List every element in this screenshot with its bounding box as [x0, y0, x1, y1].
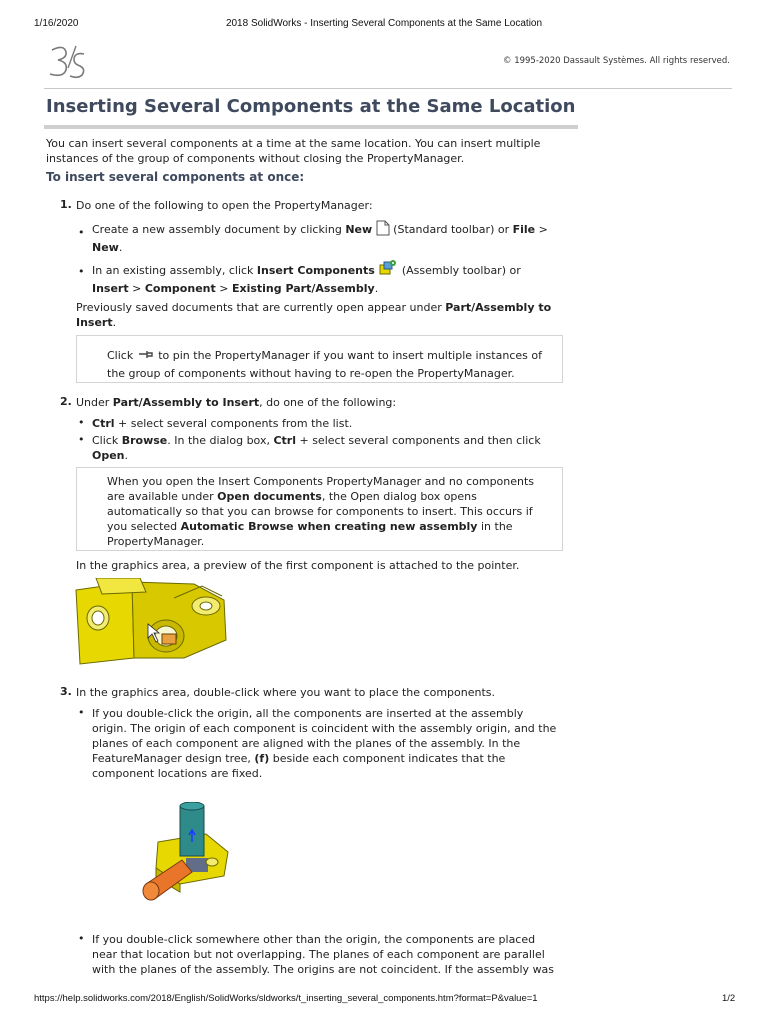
insert-menu: Insert [92, 282, 129, 295]
list-item: In an existing assembly, click Insert Components (Assembly toolbar) or Insert > Component > Existing Part/Assembly. [92, 259, 582, 296]
step-number: 1. [60, 198, 72, 211]
bullet: • [78, 416, 85, 429]
component-preview-image [74, 578, 232, 666]
intro-line: instances of the group of components without closing the PropertyManager. [46, 152, 465, 165]
bullet: • [78, 706, 85, 719]
open-button-label: Open [92, 449, 125, 462]
assembly-origin-image [136, 802, 232, 906]
title-underline [44, 125, 578, 129]
bullet: • [78, 226, 85, 239]
new-document-icon[interactable] [376, 220, 390, 240]
print-url: https://help.solidworks.com/2018/English/SolidWorks/sldworks/t_inserting_several_components.htm?format=P&value=1 [34, 993, 538, 1004]
subheading: To insert several components at once: [46, 170, 305, 184]
intro-line: You can insert several components at a time at the same location. You can insert multiple [46, 137, 541, 150]
component-menu: Component [144, 282, 216, 295]
list-item: If you double-click somewhere other than the origin, the components are placed near that location but not overlapping. The planes of each component are parallel with the planes of the assembly. The origins are not coincident. If the assembly was [92, 933, 555, 976]
list-item: Create a new assembly document by clicking New (Standard toolbar) or File > New. [92, 220, 582, 255]
page-title: Inserting Several Components at the Same Location [46, 96, 576, 117]
new-menu: New [92, 241, 119, 254]
file-menu: File [512, 223, 536, 236]
note-box: When you open the Insert Components PropertyManager and no components are available under Open documents, the Open dialog box opens automatically so that you can browse for components to insert. This occurs if you selected Automatic Browse when creating new assembly in the PropertyManager. [76, 467, 563, 551]
pin-icon[interactable] [137, 350, 155, 366]
insert-components-icon[interactable] [378, 259, 398, 281]
note-box: Click to pin the PropertyManager if you want to insert multiple instances of the group of components without having to re-open the PropertyManager. [76, 335, 563, 383]
browse-button-label: Browse [121, 434, 168, 447]
new-command: New [345, 223, 373, 236]
print-date: 1/16/2020 [34, 18, 79, 29]
step-text: Under Part/Assembly to Insert, do one of the following: [76, 396, 397, 409]
copyright: © 1995-2020 Dassault Systèmes. All rights reserved. [503, 56, 730, 66]
existing-part-menu: Existing Part/Assembly [231, 282, 375, 295]
header-divider [44, 88, 732, 89]
bullet: • [78, 932, 85, 945]
info-paragraph: Previously saved documents that are currently open appear under Part/Assembly to Insert. [76, 301, 552, 329]
ds-logo [46, 42, 88, 82]
intro-paragraph [46, 136, 586, 166]
list-item: If you double-click the origin, all the components are inserted at the assembly origin. The origin of each component is coincident with the assembly origin, and the planes of each component are aligned with the planes of the assembly. In the FeatureManager design tree, (f) beside each component indicates that the component locations are fixed. [92, 707, 557, 780]
page-number: 1/2 [722, 993, 736, 1004]
step-number: 2. [60, 395, 72, 408]
list-item: Ctrl + select several components from the list. [92, 417, 353, 430]
insert-components-command: Insert Components [256, 264, 375, 277]
step-text: In the graphics area, double-click where you want to place the components. [76, 686, 495, 699]
step-number: 3. [60, 685, 72, 698]
bullet: • [78, 265, 85, 278]
print-title: 2018 SolidWorks - Inserting Several Components at the Same Location [225, 18, 543, 29]
list-item: Click Browse. In the dialog box, Ctrl + select several components and then click Open. [92, 434, 541, 462]
bullet: • [78, 433, 85, 446]
step-text: Do one of the following to open the PropertyManager: [76, 199, 373, 212]
graphics-paragraph: In the graphics area, a preview of the first component is attached to the pointer. [76, 559, 520, 572]
